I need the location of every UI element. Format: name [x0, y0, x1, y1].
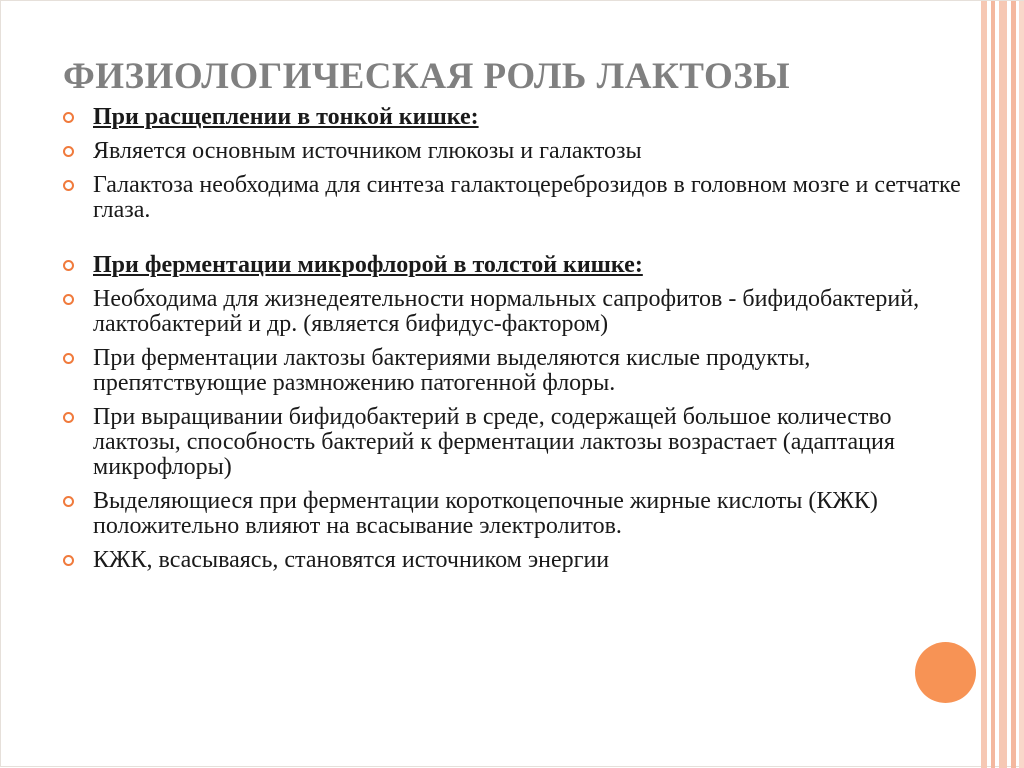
- list-item-text: При ферментации лактозы бактериями выделяются кислые продукты, препятствующие размножению патогенной флоры.: [93, 345, 811, 396]
- bullet-icon: [63, 353, 74, 364]
- bullet-icon: [63, 294, 74, 305]
- decorative-stripe: [1011, 1, 1016, 768]
- bullet-icon: [63, 180, 74, 191]
- list-item: [63, 489, 963, 539]
- list-item: [63, 548, 963, 573]
- list-item-text: Выделяющиеся при ферментации короткоцепочные жирные кислоты (КЖК) положительно влияют на всасывание электролитов.: [93, 488, 878, 539]
- list-item: [63, 173, 963, 223]
- decorative-stripe: [991, 1, 995, 768]
- list-item-text: Галактоза необходима для синтеза галактоцереброзидов в головном мозге и сетчатке глаза.: [93, 172, 961, 223]
- list-item: [63, 139, 963, 164]
- bullet-list: [63, 105, 963, 582]
- decorative-stripe: [999, 1, 1007, 768]
- list-item-text: При расщеплении в тонкой кишке:: [93, 104, 479, 130]
- decorative-circle-icon: [915, 642, 976, 703]
- bullet-icon: [63, 112, 74, 123]
- decorative-stripe: [1019, 1, 1024, 768]
- bullet-icon: [63, 146, 74, 157]
- bullet-icon: [63, 412, 74, 423]
- list-item-text: КЖК, всасываясь, становятся источником энергии: [93, 547, 610, 573]
- bullet-icon: [63, 555, 74, 566]
- bullet-icon: [63, 260, 74, 271]
- decorative-stripe: [981, 1, 987, 768]
- bullet-icon: [63, 496, 74, 507]
- list-item-text: Является основным источником глюкозы и галактозы: [93, 138, 642, 164]
- list-item: [63, 287, 963, 337]
- list-item: [63, 405, 963, 480]
- list-item-text: При выращивании бифидобактерий в среде, содержащей большое количество лактозы, способность бактерий к ферментации лактозы возрастает (адаптация микрофлоры): [93, 404, 895, 480]
- list-item-heading-large-intestine: [63, 253, 963, 278]
- slide-title: ФИЗИОЛОГИЧЕСКАЯ РОЛЬ ЛАКТОЗЫ: [63, 56, 791, 97]
- list-item-text: Необходима для жизнедеятельности нормальных сапрофитов - бифидобактерий, лактобактерий и др. (является бифидус-фактором): [93, 286, 920, 337]
- list-item-text: При ферментации микрофлорой в толстой кишке:: [93, 252, 643, 278]
- list-item-heading-small-intestine: [63, 105, 963, 130]
- list-item: [63, 346, 963, 396]
